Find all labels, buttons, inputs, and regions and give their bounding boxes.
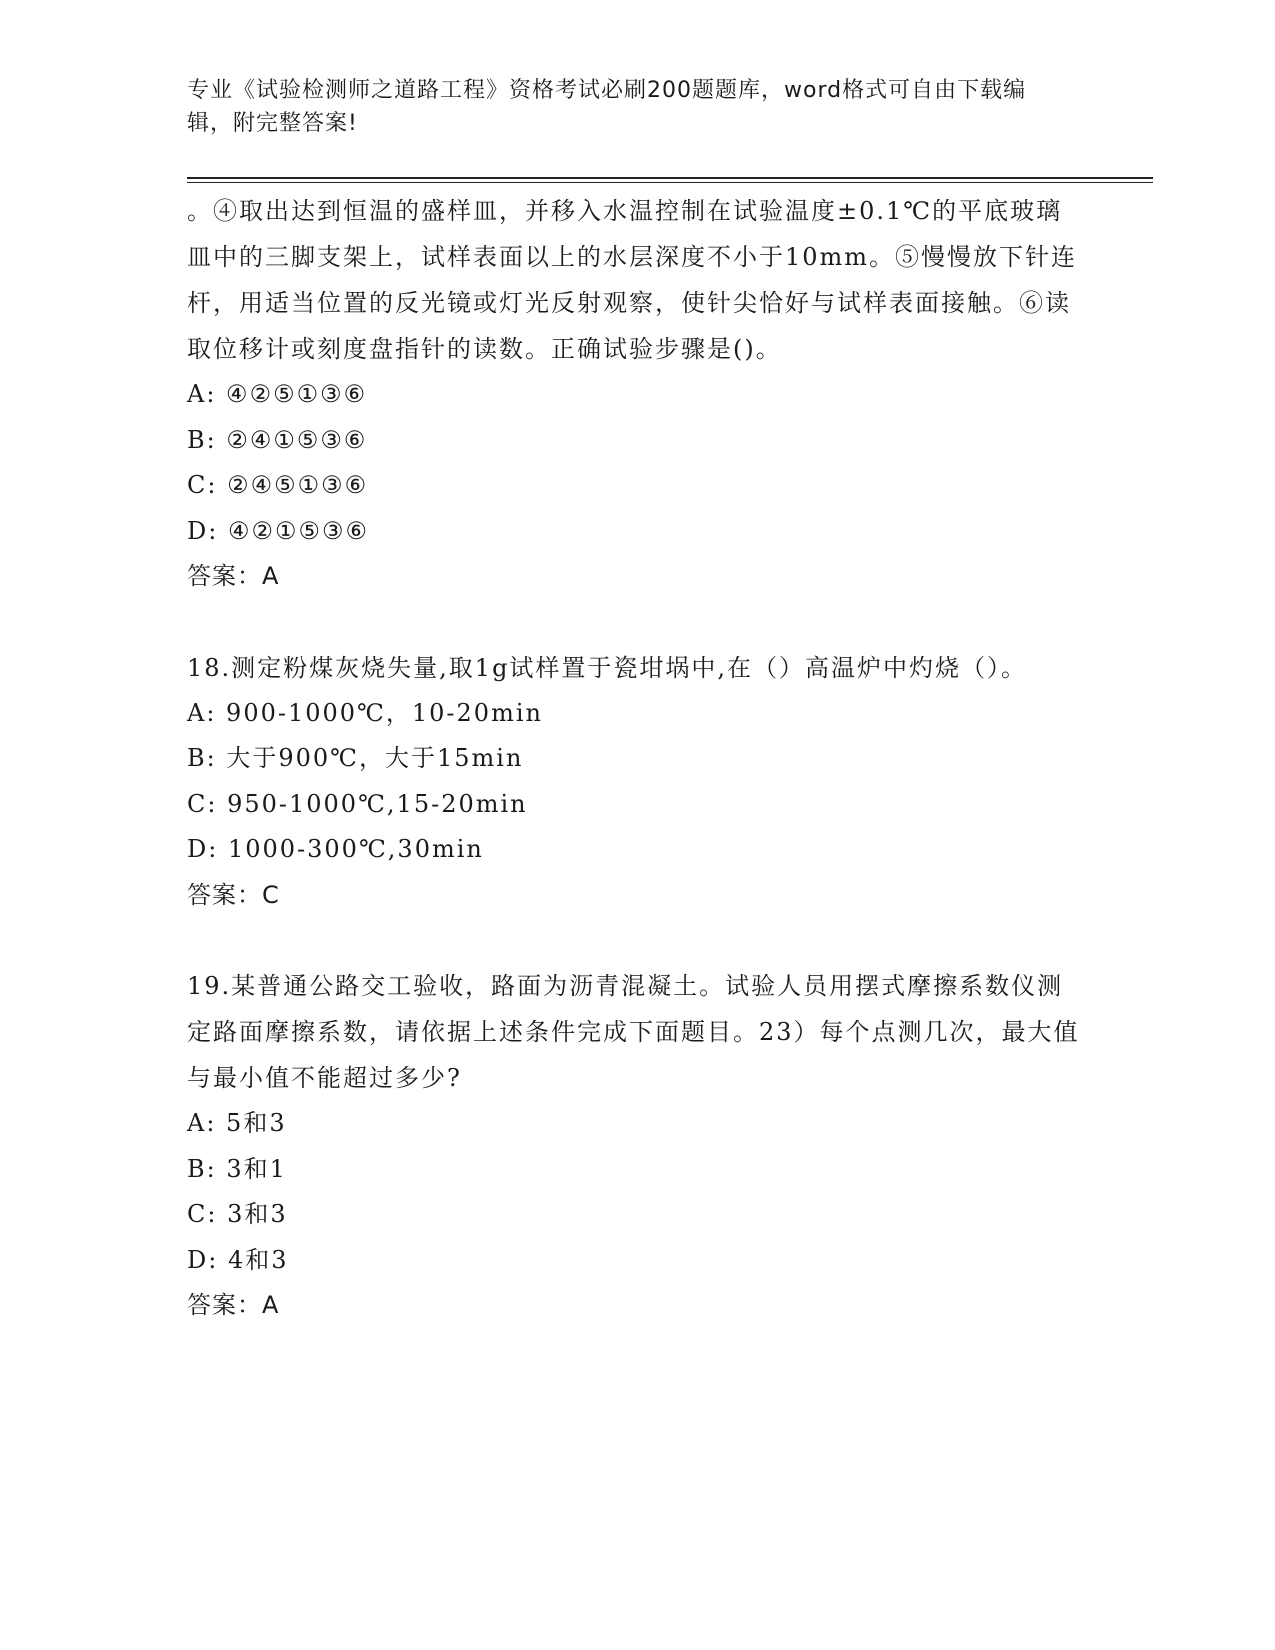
page-header: 专业《试验检测师之道路工程》资格考试必刷200题题库，word格式可自由下载编辑，附完整答案! <box>187 78 1027 136</box>
question-17 <box>187 188 1087 600</box>
option-b: B: ②④①⑤③⑥ <box>187 425 368 454</box>
option-b: B: 大于900℃，大于15min <box>187 744 524 772</box>
header-divider-thick <box>187 177 1153 179</box>
option-d: D: ④②①⑤③⑥ <box>187 516 370 545</box>
spacer <box>187 600 1087 645</box>
answer-line: 答案：C <box>187 880 280 909</box>
option-b: B: 3和1 <box>187 1154 287 1183</box>
question-19 <box>187 963 1087 1329</box>
spacer <box>187 918 1087 963</box>
option-a: A: 5和3 <box>187 1109 287 1137</box>
option-d: D: 1000-300℃,30min <box>187 835 484 863</box>
option-c: C: ②④⑤①③⑥ <box>187 471 369 499</box>
header-divider-thin <box>187 182 1153 183</box>
option-a: A: ④②⑤①③⑥ <box>187 380 368 408</box>
question-stem: 19.某普通公路交工验收，路面为沥青混凝土。试验人员用摆式摩擦系数仪测定路面摩擦系数，请依据上述条件完成下面题目。23）每个点测几次，最大值与最小值不能超过多少? <box>187 972 1080 1092</box>
option-d: D: 4和3 <box>187 1245 289 1274</box>
document-body <box>187 188 1087 1329</box>
option-c: C: 3和3 <box>187 1200 288 1228</box>
question-stem: 18.测定粉煤灰烧失量,取1g试样置于瓷坩埚中,在（）高温炉中灼烧（）。 <box>187 653 1028 682</box>
option-a: A: 900-1000℃，10-20min <box>187 698 543 727</box>
option-c: C: 950-1000℃,15-20min <box>187 789 528 818</box>
question-stem: 。④取出达到恒温的盛样皿，并移入水温控制在试验温度±0.1℃的平底玻璃皿中的三脚支架上，试样表面以上的水层深度不小于10mm。⑤慢慢放下针连杆，用适当位置的反光镜或灯光反射观察，使针尖恰好与试样表面接触。⑥读取位移计或刻度盘指针的读数。正确试验步骤是()。 <box>187 197 1078 363</box>
answer-line: 答案：A <box>187 562 280 590</box>
answer-line: 答案：A <box>187 1291 280 1319</box>
question-18 <box>187 645 1087 919</box>
